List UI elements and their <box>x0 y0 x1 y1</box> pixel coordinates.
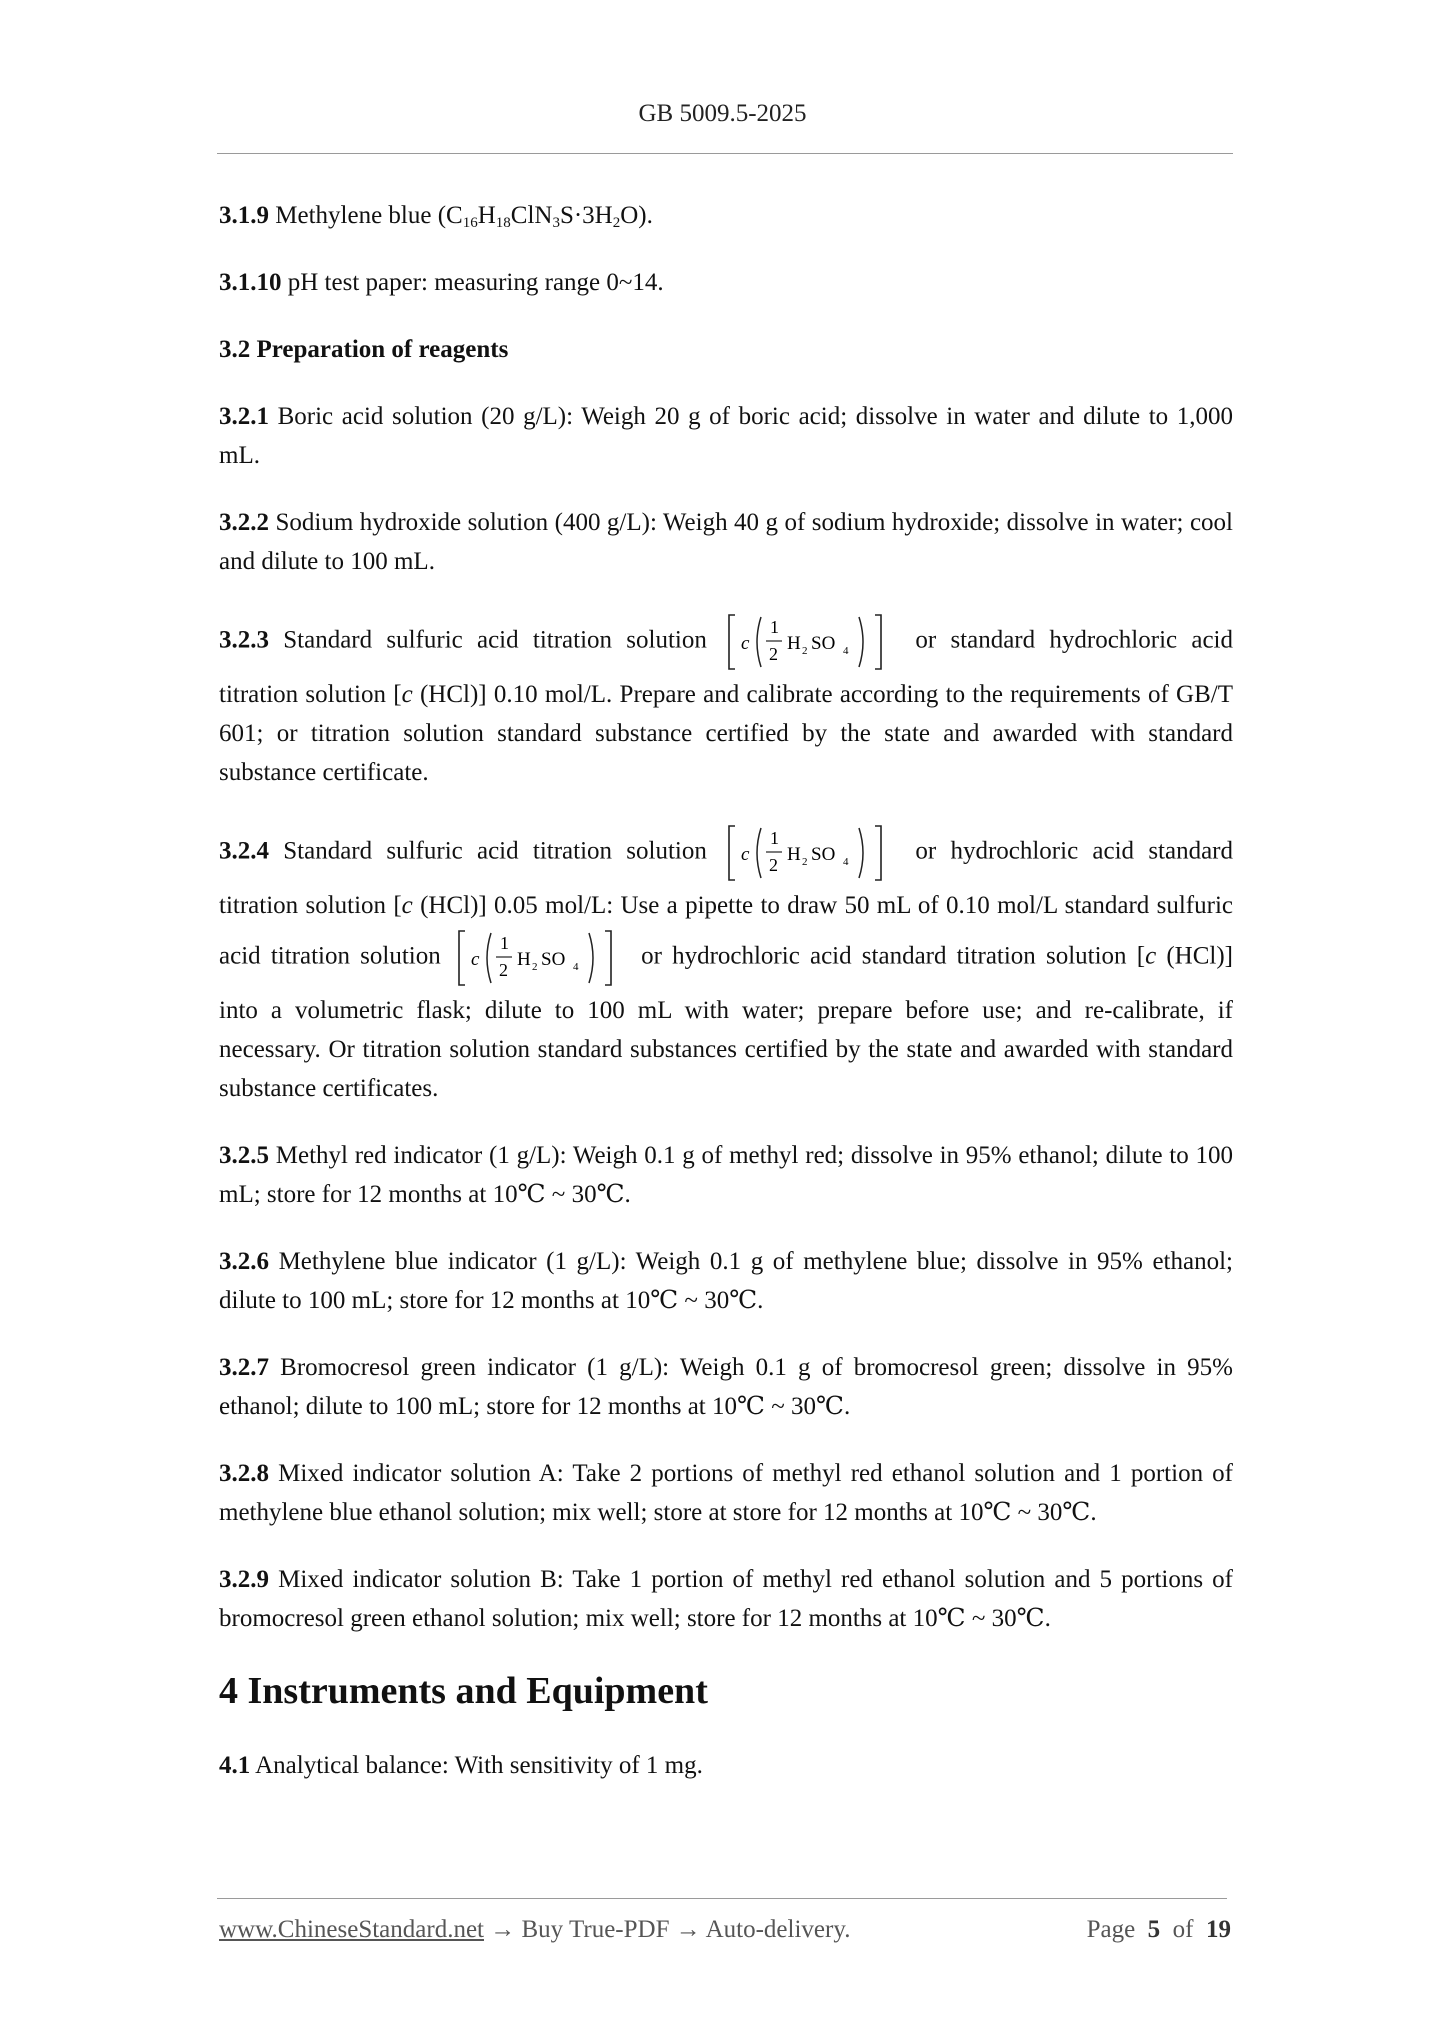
section-4-heading: 4 Instruments and Equipment <box>219 1670 708 1712</box>
page-footer <box>219 1916 1231 1944</box>
clause-3-2-8: 3.2.8 Mixed indicator solution A: Take 2 portions of methyl red ethanol solution and 1 portion of methylene blue ethanol solution; mix well; store at store for 12 months at 10℃ ~ 30℃. <box>219 1460 1233 1526</box>
svg-text:2: 2 <box>498 960 508 980</box>
clause-3-2-7: 3.2.7 Bromocresol green indicator (1 g/L): Weigh 0.1 g of bromocresol green; dissolve in 95% ethanol; dilute to 100 mL; store for 12 months at 10℃ ~ 30℃. <box>219 1354 1233 1420</box>
svg-text:1: 1 <box>499 933 509 953</box>
clause-4-1: 4.1 Analytical balance: With sensitivity of 1 mg. <box>219 1752 703 1779</box>
site-link[interactable]: www.ChineseStandard.net <box>219 1916 484 1943</box>
footer-divider <box>217 1898 1227 1899</box>
clause-3-1-10: 3.1.10 pH test paper: measuring range 0~14. <box>219 269 664 296</box>
svg-text:4: 4 <box>572 961 579 973</box>
svg-text:SO: SO <box>540 949 566 970</box>
svg-text:H: H <box>787 633 801 654</box>
sulfuric-acid-formula <box>725 609 897 675</box>
svg-text:c: c <box>741 633 750 654</box>
svg-text:c: c <box>741 844 750 865</box>
clause-3-2-heading: 3.2 Preparation of reagents <box>219 336 509 363</box>
arrow-icon: → <box>484 1916 522 1943</box>
svg-text:SO: SO <box>811 844 836 865</box>
clause-3-1-9: 3.1.9 Methylene blue $(C_{16}H_{18}ClN_3S\cdot 3H_2O)$. <box>219 202 653 231</box>
clause-3-2-2: 3.2.2 Sodium hydroxide solution (400 g/L): Weigh 40 g of sodium hydroxide; dissolve in water; cool and dilute to 100 mL. <box>219 509 1233 575</box>
buy-pdf-link[interactable]: Buy True-PDF <box>521 1916 670 1943</box>
clause-3-2-4: 3.2.4 Standard sulfuric acid titration solution c 1 2 H 2 SO 4 or hydrochloric acid standard titration solution [c (HCl)] 0.05 mol/L: Use a pipette to draw 50 mL of 0.10 mol/L standard sulfuric acid titration solution c 1 2 H 2 SO 4 or hydrochloric acid standard titration solution [c (HCl)] into a volumetric flask; dilute to 100 mL with water; prepare before use; and re-calibrate, if necessary. Or titration solution standard substances certified by the state and awarded with standard substance certificates. <box>219 820 1233 1108</box>
svg-text:2: 2 <box>769 644 779 664</box>
page-number: Page 5 of 19 <box>1086 1916 1231 1943</box>
svg-text:1: 1 <box>770 828 780 848</box>
clause-3-2-9: 3.2.9 Mixed indicator solution B: Take 1 portion of methyl red ethanol solution and 5 portions of bromocresol green ethanol solution; mix well; store for 12 months at 10℃ ~ 30℃. <box>219 1566 1233 1632</box>
document-code-header: GB 5009.5-2025 <box>638 100 807 127</box>
header-divider <box>217 153 1233 154</box>
svg-text:2: 2 <box>802 645 808 657</box>
svg-text:2: 2 <box>531 961 538 973</box>
svg-text:H: H <box>787 844 801 865</box>
svg-text:c: c <box>470 949 480 970</box>
page-body <box>219 196 1233 1813</box>
svg-text:2: 2 <box>769 855 779 875</box>
clause-3-2-5: 3.2.5 Methyl red indicator (1 g/L): Weigh 0.1 g of methyl red; dissolve in 95% ethanol; dilute to 100 mL; store for 12 months at 10℃ ~ 30℃. <box>219 1142 1233 1208</box>
delivery-text: Auto-delivery. <box>705 1916 851 1943</box>
svg-text:4: 4 <box>843 645 849 657</box>
clause-3-2-6: 3.2.6 Methylene blue indicator (1 g/L): Weigh 0.1 g of methylene blue; dissolve in 95% ethanol; dilute to 100 mL; store for 12 months at 10℃ ~ 30℃. <box>219 1248 1233 1314</box>
svg-text:SO: SO <box>811 633 836 654</box>
sulfuric-acid-formula <box>725 820 897 886</box>
svg-text:4: 4 <box>843 856 849 868</box>
svg-text:1: 1 <box>770 617 780 637</box>
svg-text:2: 2 <box>802 856 808 868</box>
sulfuric-acid-formula <box>455 925 627 991</box>
svg-text:H: H <box>516 949 531 970</box>
clause-3-2-3: 3.2.3 Standard sulfuric acid titration solution c 1 2 H 2 SO 4 or standard hydrochloric acid titration solution [c (HCl)] 0.10 mol/L. Prepare and calibrate according to the requirements of GB/T 601; or titration solution standard substance certified by the state and awarded with standard substance certificate. <box>219 609 1233 792</box>
arrow-icon: → <box>669 1916 706 1943</box>
clause-3-2-1: 3.2.1 Boric acid solution (20 g/L): Weigh 20 g of boric acid; dissolve in water and dilute to 1,000 mL. <box>219 403 1233 469</box>
